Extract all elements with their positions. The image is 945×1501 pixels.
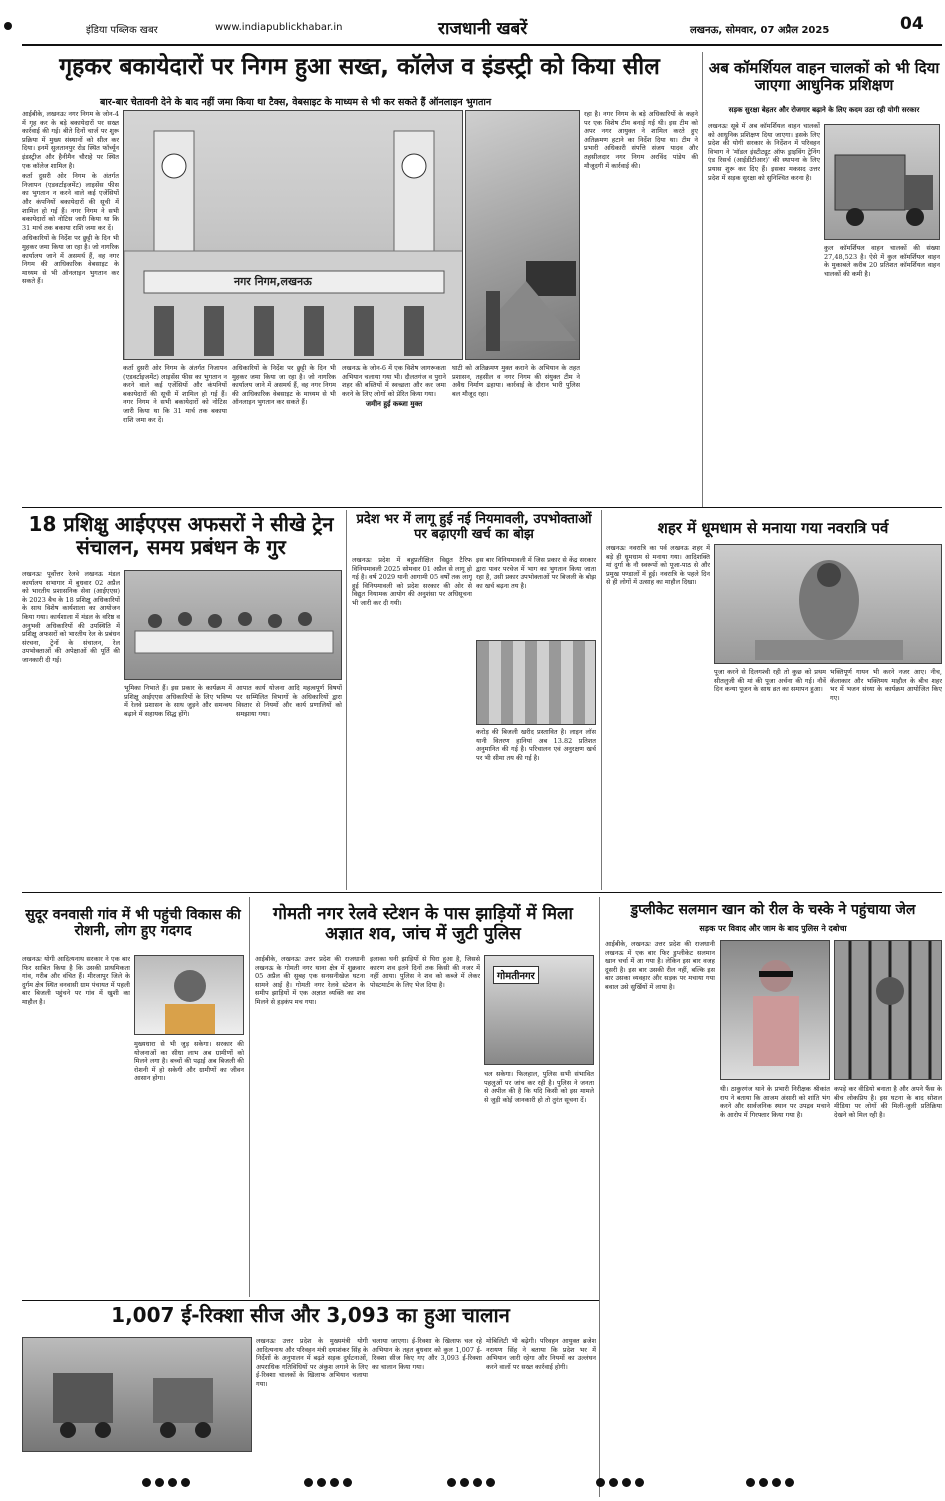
top-story-col-b: अधिकारियों के निर्देश पर छुट्टी के दिन भी मुहकर जमा किया जा रहा है। जो नागरिक कार्यालय जाने में असमर्थ हैं, वह नगर निगम की आधिकारिक वेबसाइट के माध्यम से भी ऑनलाइन भुगतान कर सकते हैं। (232, 364, 336, 407)
rickshaw-illustration (23, 1338, 252, 1452)
dots-left (4, 22, 12, 30)
erickshaw-photo (22, 1337, 252, 1452)
photo-caption: जमीन हुई कब्जा मुक्त (365, 400, 423, 409)
building-illustration (124, 111, 463, 360)
station-signboard: गोमतीनगर (493, 966, 539, 984)
sidebar-body2: कुल कॉमर्शियल वाहन चालकों की संख्या 27,48,523 है। ऐसे में कुल कॉमर्शियल वाहन के मुकाबले करीब 20 प्रतिशत कॉमर्शियल वाहन चालकों की कमी है। (824, 244, 940, 278)
sidebar-headline: अब कॉमर्शियल वाहन चालकों को भी दिया जाएगा आधुनिक प्रशिक्षण (708, 59, 940, 95)
portrait-illustration (135, 956, 244, 1035)
nagar-nigam-building-photo (123, 110, 463, 360)
footer-dots-1 (140, 1472, 192, 1491)
sidebar-body: लखनऊः सूबे में अब कॉमर्शियल वाहन चालकों को आधुनिक प्रशिक्षण दिया जाएगा। इसके लिए प्रदेश की योगी सरकार के निर्देशन में परिवहन विभाग ने 'मॉडल इंस्टीट्यूट ऑफ ड्राइविंग ट्रेनिंग एंड रिसर्च (आईडीटीआर)' की स्थापना के लिए प्रयास शुरू कर दिए हैं। इसका मकसद उत्तर प्रदेश में सड़क सुरक्षा को सुनिश्चित करना है। (708, 122, 820, 182)
gomti-body: आईबीके, लखनऊः उत्तर प्रदेश की राजधानी लखनऊ के गोमती नगर थाना क्षेत्र में शुक्रवार 05 अप्रैल की सुबह एक सनसनीखेज घटना सामने आई है। गोमती नगर रेलवे स्टेशन के समीप झाड़ियों में एक अज्ञात व्यक्ति का शव मिलने से हड़कंप मच गया। (255, 955, 365, 1006)
dateline: लखनऊ, सोमवार, 07 अप्रैल 2025 (690, 25, 830, 36)
village-body: लखनऊः योगी आदित्यनाथ सरकार ने एक बार फिर साबित किया है कि उसकी प्राथमिकता गांव, गरीब और वंचित हैं। मीरजापुर जिले के दुर्गम क्षेत्र स्थित वनवासी ग्राम पंचायत में पहली बार बिजली पहुंचने पर गांव में खुशी का माहौल है। (22, 955, 130, 1006)
gomtinagar-station-photo (484, 955, 594, 1065)
erickshaw-col3: मोबिलिटी भी बढ़ेगी। परिवहन आयुक्त ब्रजेश नरायण सिंह ने बताया कि प्रदेश भर में अभियान जारी रहेगा और नियमों का उल्लंघन करने वालों पर सख्त कार्रवाई होगी। (486, 1337, 596, 1371)
sidebar-subhead: सड़क सुरक्षा बेहतर और रोजगार बढ़ाने के लिए कदम उठा रही योगी सरकार (728, 106, 920, 114)
power-story-col3: करोड़ की बिजली खरीद प्रस्तावित है। लाइन लॉस यानी वितरण हानियां अब 13.82 प्रतिशत अनुमानित की गई है। परिचालन एवं अनुरक्षण खर्च पर भी सीमा तय की गई है। (476, 728, 596, 762)
gomti-headline: गोमती नगर रेलवे स्टेशन के पास झाड़ियों में मिला अज्ञात शव, जांच में जुटी पुलिस (273, 904, 573, 944)
ias-story-col3: आपात कार्य योजना आदि महत्वपूर्ण विषयों पर सम्मिलित विभागों के अधिकारियों द्वारा विस्तार से नियमों और कार्य प्रणालियों को समझाया गया। (236, 684, 342, 718)
demolition-photo (465, 110, 580, 360)
navratri-col2: पूजा करने से दिलगश्वी रही तो कुछ को प्रथम सीतलुजी की मां की पूजा अर्चना की गई। नौवें दिन कन्या पूजन के साथ व्रत का समापन हुआ। (714, 668, 826, 694)
erickshaw-col2: चलाया जाएगा। ई-रिक्शा के खिलाफ चल रहे अभियान के तहत बुधवार को कुल 1,007 ई-रिक्शा सीज किए गए और 3,093 ई-रिक्शा का चालान किया गया। (372, 1337, 482, 1371)
top-story-col-e: रहा है। नगर निगम के बड़े अधिकारियों के कहने पर एक विशेष टीम बनाई गई थी। इस टीम को अपर नगर आयुक्त ने शामिल करते हुए अतिक्रमण हटाने का निर्देश दिया था। टीम ने प्रभारी अधिकारी संपत्ति संजय यादव और तहसीलदार नगर निगम अरविंद पांडेय की मौजूदगी में कार्रवाई की। (584, 110, 698, 170)
truck-illustration (825, 125, 940, 240)
ias-workshop-photo (124, 570, 342, 680)
idol-illustration (715, 545, 942, 664)
salman-col3: कपड़े कर वीडियो बनाता है और अपने फैंस के बीच लोकप्रिय है। इस घटना के बाद सोशल मीडिया पर लोगों की मिली-जुली प्रतिक्रिया देखने को मिल रही है। (834, 1085, 942, 1119)
bulldozer-illustration (466, 111, 580, 360)
electric-meter-photo (476, 640, 596, 725)
bars-illustration (835, 941, 942, 1080)
masthead-url[interactable]: www.indiapublickhabar.in (215, 22, 343, 33)
village-col2: मुख्यधारा से भी जुड़ सकेगा। सरकार की योजनाओं का सीधा लाभ अब ग्रामीणों को मिलने लगा है। बच्चों की पढ़ाई अब बिजली की रोशनी में हो सकेगी और ग्रामीणों का जीवन आसान होगा। (134, 1040, 244, 1083)
erickshaw-body: लखनऊः उत्तर प्रदेश के मुख्यमंत्री योगी आदित्यनाथ और परिवहन मंत्री दयाशंकर सिंह के निर्देशों के अनुपालन में बढ़ते सड़क दुर्घटनाओं, अपराधिक गतिविधियों पर अंकुश लगाने के लिए ई-रिक्शा चालकों के खिलाफ अभियान चलाया गया। (256, 1337, 368, 1388)
top-story-lead: आईबीके, लखनऊः नगर निगम के जोन-4 में गृह कर के बड़े बकायेदारों पर सख्त कार्रवाई की गई। बीते दिनों चार्ज पर शुरू प्रक्रिया में मुख्य संस्थानों को सील कर दिया। इनमें सुलतानपुर रोड स्थित फॉर्च्यून इंडस्ट्रीज और हैनीमैन चौराहे पर स्थित एक कॉलेज शामिल है। कर्ता दुसरी ओर निगम के अंतर्गत निजापन (एडवर्टाइजमेंट) लाइसेंस फीस का भुगतान न करने वाले कई एजेंसियों और कंपनियों बकायेदारों की सूची में शामिल हो गई हैं। नगर निगम ने सभी बकायेदारों को नोटिस जारी किया था कि 31 मार्च तक बकाया राशि जमा कर दें। अधिकारियों के निर्देश पर छुट्टी के दिन भी मुहकर जमा किया जा रहा है। जो नागरिक कार्यालय जाने में असमर्थ हैं, वह नगर निगम की आधिकारिक वेबसाइट के माध्यम से भी ऑनलाइन भुगतान कर सकते हैं। (22, 110, 119, 286)
navratri-body: लखनऊः नवरात्रि का पर्व लखनऊ शहर में बड़े ही धूमधाम से मनाया गया। आदिशक्ति मां दुर्गा के नौ स्वरूपों को पूजा-पाठ से और प्रमुख पण्डालों में हुई। नवरात्रि के पहले दिन से ही लोगों में उत्साह का माहौल दिखा। (606, 544, 710, 587)
truck-photo (824, 124, 940, 240)
ias-story-col2: भूमिका निभाते हैं। इस प्रकार के कार्यक्रम में प्रशिक्षु आईएएस अधिकारियों के लिए भविष्य में रेलवे प्रशासन के साथ जुड़ने और समन्वय बढ़ाने में सहायक सिद्ध होंगे। (124, 684, 232, 718)
navratri-col3: भक्तिपूर्ण गायन भी करने नजर आए। नीच, कॅलाकार और भक्तिमय माहौल के बीच शहर भर में भजन संध्या के कार्यक्रम आयोजित किए गए। (830, 668, 942, 702)
masthead-paper-name: इंडिया पब्लिक खबर (86, 25, 158, 36)
gomti-col2: इलाका घनी झाड़ियों से घिरा हुआ है, जिससे कारण शव इतने दिनों तक किसी की नजर में नहीं आया। पुलिस ने शव को कब्जे में लेकर पोस्टमार्टम के लिए भेज दिया है। (370, 955, 480, 989)
man-illustration (721, 941, 830, 1080)
salman-col2: थी। ठाकुरगंज थाने के प्रभारी निरीक्षक श्रीकांत राय ने बताया कि आजम अंसारी को शांति भंग करने और सार्वजनिक स्थान पर उपद्रव मचाने के आरोप में गिरफ्तार किया गया है। (720, 1085, 830, 1119)
footer-dots-3 (445, 1472, 497, 1491)
meeting-illustration (125, 571, 342, 680)
power-story-headline: प्रदेश भर में लागू हुई नई नियमावली, उपभोक्ताओं पर बढ़ाएगी खर्च का बोझ (356, 512, 592, 542)
ias-story-headline: 18 प्रशिक्षु आईएएस अफसरों ने सीखे ट्रेन संचालन, समय प्रबंधन के गुर (28, 512, 334, 559)
salman-subhead: सड़क पर विवाद और जाम के बाद पुलिस ने दबोचा (699, 924, 847, 933)
top-story-col-c: लखनऊ के जोन-6 में एक विशेष जागरूकता अभियान चलाया गया भी। दौलतगंज व पुराने शहर की बस्तियों में स्वच्छता और कर जमा करने के लिए लोगों को प्रेरित किया गया। जमीन हुई कब्जा मुक्त (342, 364, 446, 409)
durga-idol-photo (714, 544, 942, 664)
top-story-col-d: घाटी को अतिक्रमण मुक्त कराने के अभियान के तहत प्रशासन, तहसील व नगर निगम की संयुक्त टीम ने अवैध निर्माण ढहाया। कार्रवाई के दौरान भारी पुलिस बल मौजूद रहा। (452, 364, 580, 398)
ias-story-body: लखनऊः पूर्वोत्तर रेलवे लखनऊ मंडल कार्यालय सभागार में बुधवार 02 अप्रैल को भारतीय प्रशासनिक सेवा (आईएएस) के 2023 बैच के 18 प्रशिक्षु अधिकारियों के साथ विशेष कार्यशाला का आयोजन किया गया। कार्यशाला में मंडल के वरिष्ठ व अनुभवी अधिकारियों की उपस्थिति में प्रशिक्षु अफसरों को भारतीय रेल के प्रबंधन संरचना, ट्रेनों के संचालन, रेल उपभोक्ताओं की अपेक्षाओं की पूर्ति की जानकारी दी गई। (22, 570, 120, 664)
footer-dots-2 (302, 1472, 354, 1491)
duplicate-salman-photo (720, 940, 830, 1080)
page-number: 04 (900, 14, 924, 34)
erickshaw-headline: 1,007 ई-रिक्शा सीज और 3,093 का हुआ चालान (111, 1303, 510, 1327)
top-story-subhead: बार-बार चेतावनी देने के बाद नहीं जमा किया था टैक्स, वेबसाइट के माध्यम से भी कर सकते हैं ऑनलाइन भुगतान (100, 97, 492, 108)
section-title: राजधानी खबरें (438, 19, 528, 39)
navratri-headline: शहर में धूमधाम से मनाया गया नवरात्रि पर्व (657, 519, 889, 537)
yogi-photo (134, 955, 244, 1035)
power-story-body: लखनऊः प्रदेश में बहुप्रतीक्षित विद्युत टैरिफ विनियमावली 2025 सोमवार 01 अप्रैल से लागू हो गई है। वर्ष 2029 यानी आगामी 05 वर्षों तक लागू हुई विनियमावली को प्रदेश सरकार की ओर से विद्युत नियामक आयोग की अनुशंसा पर अधिसूचना भी जारी कर दी गयी। (352, 556, 472, 607)
gomti-col3: चल सकेगा। फिलहाल, पुलिस सभी संभावित पहलुओं पर जांच कर रही है। पुलिस ने जनता से अपील की है कि यदि किसी को इस मामले से जुड़ी कोई जानकारी हो तो तुरंत सूचना दें। (484, 1070, 594, 1104)
village-headline: सुदूर वनवासी गांव में भी पहुंची विकास की रोशनी, लोग हुए गदगद (25, 907, 241, 940)
top-story-headline: गृहकर बकायेदारों पर निगम हुआ सख्त, कॉलेज व इंडस्ट्री को किया सील (59, 54, 660, 80)
footer-dots-5 (744, 1472, 796, 1491)
police-station-photo (834, 940, 942, 1080)
top-story-col-a: कर्ता दुसरी ओर निगम के अंतर्गत निजापन (एडवर्टाइजमेंट) लाइसेंस फीस का भुगतान न करने वाले कई एजेंसियों और कंपनियों बकायेदारों की सूची में शामिल हो गई हैं। नगर निगम ने सभी बकायेदारों को नोटिस जारी किया था कि 31 मार्च तक बकाया राशि जमा कर दें। (123, 364, 227, 424)
salman-headline: डुप्लीकेट सलमान खान को रील के चस्के ने पहुंचाया जेल (630, 902, 916, 918)
nagar-nigam-sign: नगर निगम,लखनऊ (234, 275, 312, 288)
footer-dots-4 (594, 1472, 646, 1491)
masthead (0, 0, 945, 44)
power-story-col2: इस बार विनियमावली में जिस प्रकार से केंद्र सरकार द्वारा पावर परचेज में भाग का भुगतान किया जाता रहा है, उसी प्रकार उपभोक्ताओं पर बिजली के बोझ का खर्च बढ़ना तय है। (476, 556, 596, 590)
salman-body: आईबीके, लखनऊः उत्तर प्रदेश की राजधानी लखनऊ में एक बार फिर डुप्लीकेट सलमान खान चर्चा में आ गया है। लेकिन इस बार वजह दूसरी है। इस बार उसकी रील नहीं, बल्कि इस बार उसका व्यवहार और सड़क पर मचाया गया बवाल उसे सुर्खियों में लाया है। (605, 940, 715, 991)
